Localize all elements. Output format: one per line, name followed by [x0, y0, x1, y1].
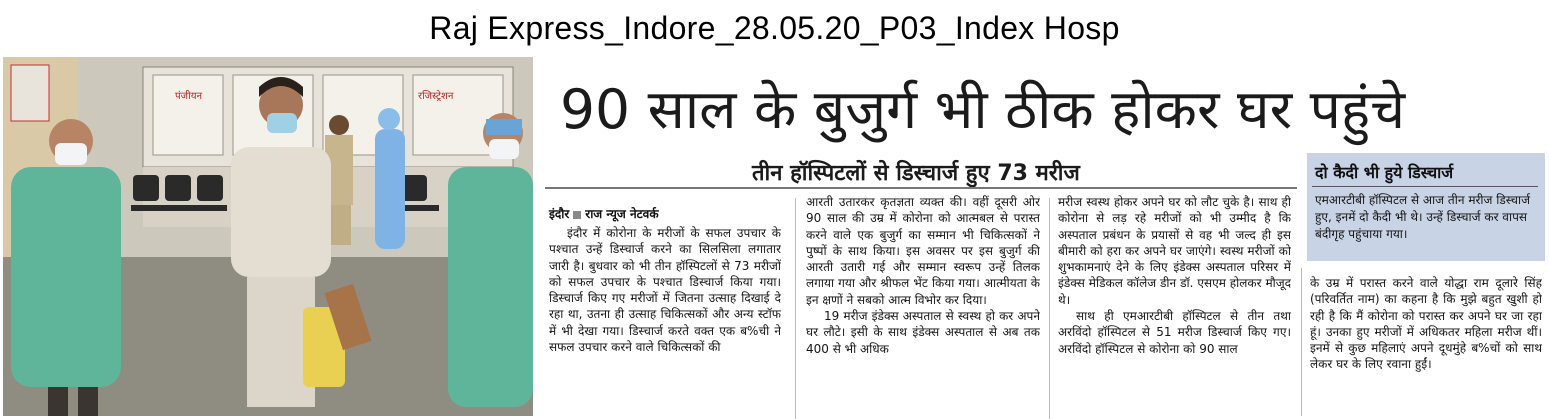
paragraph: 19 मरीज इंडेक्स अस्पताल से स्वस्थ हो कर अपने घर लौटे। इसी के साथ इंडेक्स अस्पताल से अब तक 400 से भी अधिक — [806, 309, 1040, 356]
sub-headline: तीन हॉस्पिटलों से डिस्चार्ज हुए 73 मरीज — [752, 161, 1080, 186]
sign-text-2: रजिस्ट्रेशन — [418, 91, 454, 102]
news-photo — [3, 57, 533, 416]
byline — [549, 205, 659, 222]
sidebar-text: एमआरटीबी हॉस्पिटल से आज तीन मरीज डिस्चार्ज हुए, इनमें दो कैदी भी थे। उन्हें डिस्चार्ज कर वापस बंदीगृह पहुंचाया गया। — [1315, 193, 1531, 241]
article-column-4 — [1310, 275, 1542, 416]
sign-text-1: पंजीयन — [175, 91, 203, 102]
column-divider — [1049, 198, 1050, 419]
byline-bureau: राज न्यूज नेटवर्क — [585, 207, 659, 221]
paragraph: मरीज स्वस्थ होकर अपने घर को लौट चुके है। साथ ही कोरोना से लड़ रहे मरीजों को भी उम्मीद है कि अस्पताल प्रबंधन के प्रयासों से वह भी जल्द ही इस बीमारी को हरा कर अपने घर जाएंगे। स्वस्थ मरीजों को शुभकामनाएं देने के लिए इंडेक्स अस्पताल परिसर में इंडेक्स मेडिकल कॉलेज डीन डॉ. एसएम होलकर मौजूद थे। — [1058, 195, 1291, 307]
sidebar-divider — [1312, 186, 1538, 187]
paragraph: इंदौर में कोरोना के मरीजों के सफल उपचार के पश्चात उन्हें डिस्चार्ज करने का सिलसिला लगातार जारी है। बुधवार को भी तीन हॉस्पिटलों से 73 मरीजों को सफल उपचार के पश्चात डिस्चार्ज किया गया। डिस्चार्ज किए गए मरीजों में जितना उत्साह दिखाई दे रहा था, उतना ही उत्साह चिकित्सकों और अन्य स्टॉफ में भी देखा गया। डिस्चार्ज करते वक्त एक ब%ची ने सफल उपचार करने वाले चिकित्सकों की — [549, 226, 781, 355]
headline-divider — [545, 187, 1297, 189]
hospital-discharge-photo — [3, 57, 533, 416]
column-divider — [1301, 268, 1302, 416]
paragraph: आरती उतारकर कृतज्ञता व्यक्त की। वहीं दूसरी ओर 90 साल की उम्र में कोरोना को आत्मबल से परास्त करने वाले एक बुजुर्ग का सम्मान भी चिकित्सकों ने पुष्पों के साथ किया। इस अवसर पर इस बुजुर्ग की आरती उतारी गई और सम्मान स्वरूप उन्हें तिलक लगाया गया और श्रीफल भेंट किया गया। आत्मीयता के इन क्षणों ने सबको आत्म विभोर कर दिया। — [806, 195, 1040, 307]
article-column-3 — [1058, 194, 1291, 416]
column-divider — [795, 198, 796, 419]
square-bullet-icon — [573, 211, 581, 219]
clipping-caption: Raj Express_Indore_28.05.20_P03_Index Hosp — [429, 10, 1120, 46]
paragraph: साथ ही एमआरटीबी हॉस्पिटल से तीन तथा अरविंदो हॉस्पिटल से 51 मरीज डिस्चार्ज किए गए। अरविंदो हॉस्पिटल से कोरोना को 90 साल — [1058, 309, 1291, 356]
sidebar-title: दो कैदी भी हुये डिस्चार्ज — [1315, 163, 1454, 182]
article-column-1 — [549, 225, 781, 416]
paragraph: के उम्र में परास्त करने वाले योद्धा राम दूलारे सिंह (परिवर्तित नाम) का कहना है कि मुझे बहुत खुशी हो रही है कि मैं कोरोना को परास्त कर अपने घर जा रहा हूं। उनका हुए मरीजों में अधिकतर महिला मरीज थीं। इनमें से कुछ महिलाएं अपने दूधमुंहे ब%चों को साथ लेकर घर के लिए रवाना हुईं। — [1310, 276, 1542, 372]
byline-city: इंदौर — [549, 207, 570, 221]
article-column-2 — [806, 194, 1040, 416]
main-headline: 90 साल के बुजुर्ग भी ठीक होकर घर पहुंचे — [560, 78, 1406, 141]
